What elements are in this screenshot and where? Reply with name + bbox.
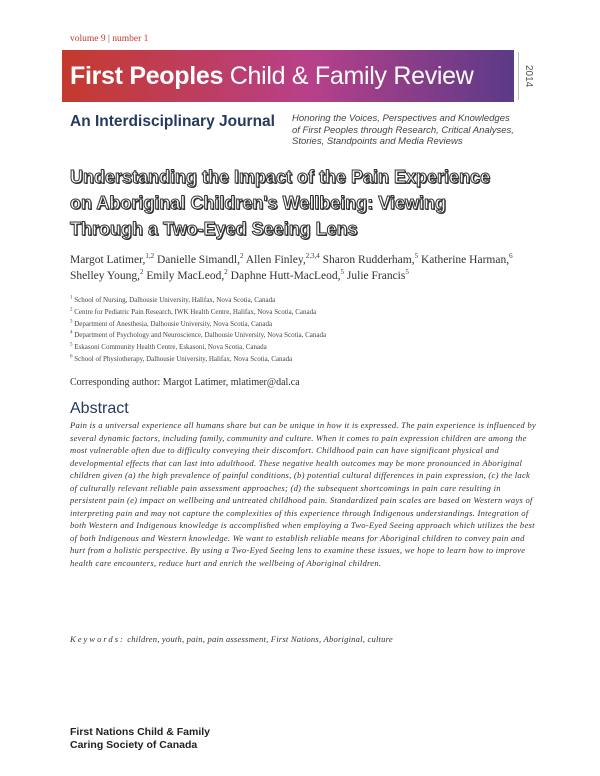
author-name: Allen Finley, — [245, 254, 306, 266]
volume-number: volume 9 | number 1 — [70, 34, 149, 44]
author-affiliation-mark: 2 — [224, 268, 228, 277]
author — [146, 270, 227, 282]
author-name: Danielle Simandl, — [156, 254, 241, 266]
journal-banner — [62, 50, 514, 102]
author-list — [70, 252, 540, 284]
affiliation-item — [70, 342, 540, 354]
affiliation-number: 2 — [70, 307, 73, 313]
author-affiliation-mark: 5 — [414, 252, 419, 261]
affiliation-text: Department of Anesthesia, Dalhousie University, Nova Scotia, Canada — [74, 319, 273, 328]
abstract-heading: Abstract — [70, 400, 129, 417]
author — [70, 270, 143, 282]
author — [70, 254, 154, 266]
author — [157, 254, 244, 266]
author-name: Katherine Harman, — [420, 254, 510, 266]
affiliation-text: Eskasoni Community Health Centre, Eskasoni, Nova Scotia, Canada — [74, 343, 267, 352]
keywords — [70, 634, 540, 644]
author-affiliation-mark: 1,2 — [145, 252, 155, 261]
corresponding-author: Corresponding author: Margot Latimer, mlatimer@dal.ca — [70, 377, 300, 388]
journal-tagline: Honoring the Voices, Perspectives and Knowledges of First Peoples through Research, Critical Analyses, Stories, Standpoints and Media Reviews — [292, 113, 514, 147]
affiliation-item — [70, 319, 540, 331]
affiliation-number: 3 — [70, 319, 73, 325]
affiliation-text: Department of Psychology and Neuroscience, Dalhousie University, Nova Scotia, Canada — [74, 331, 327, 340]
author-name: Sharon Rudderham, — [322, 254, 415, 266]
author-affiliation-mark: 2 — [139, 268, 144, 277]
affiliation-item — [70, 330, 540, 342]
author — [421, 254, 513, 266]
affiliation-item — [70, 295, 540, 307]
keywords-text: children, youth, pain, pain assessment, First Nations, Aboriginal, culture — [124, 634, 393, 644]
author-name: Shelley Young, — [70, 270, 140, 282]
affiliation-number: 1 — [70, 295, 73, 301]
affiliation-text: School of Physiotherapy, Dalhousie University, Halifax, Nova Scotia, Canada — [74, 354, 293, 363]
affiliation-item — [70, 354, 540, 366]
keywords-label: Keywords: — [70, 634, 125, 644]
author — [246, 254, 320, 266]
journal-title: First Peoples Child & Family Review — [70, 61, 474, 90]
author-affiliation-mark: 5 — [340, 268, 345, 277]
affiliation-item — [70, 307, 540, 319]
affiliation-number: 4 — [70, 331, 73, 337]
publisher-footer: First Nations Child & Family Caring Society of Canada — [70, 726, 211, 751]
author — [347, 270, 409, 282]
article-title: Understanding the Impact of the Pain Experience on Aboriginal Children's Wellbeing: Viewing Through a Two-Eyed Seeing Lens — [70, 167, 491, 239]
affiliation-text: School of Nursing, Dalhousie University, Halifax, Nova Scotia, Canada — [74, 296, 276, 304]
affiliation-number: 6 — [70, 354, 73, 360]
author-affiliation-mark: 2 — [240, 252, 244, 261]
author-name: Julie Francis — [346, 270, 406, 282]
affiliation-number: 5 — [70, 342, 73, 348]
author-affiliation-mark: 6 — [509, 252, 513, 261]
author-affiliation-mark: 2,3,4 — [305, 252, 320, 261]
author-name: Emily MacLeod, — [146, 270, 225, 282]
author-name: Daphne Hutt-MacLeod, — [230, 270, 341, 282]
affiliation-list — [70, 295, 540, 366]
affiliation-text: Centre for Pediatric Pain Research, IWK Health Centre, Halifax, Nova Scotia, Canada — [74, 307, 317, 316]
author-name: Margot Latimer, — [70, 254, 146, 266]
author — [231, 270, 344, 282]
author — [323, 254, 418, 266]
abstract-text: Pain is a universal experience all humans share but can be unique in how it is expressed. The pain experience is influenced by several dynamic factors, including family, community and culture. When it comes to pain expression children are among the most vulnerable often due to difficulty conveying their discomfort. Childhood pain can have significant physical and developmental effects that can last into adulthood. These negative health outcomes may be more pronounced in Aboriginal children given (a) the high prevalence of painful conditions, (b) potential cultural differences in pain expression, (c) the lack of culturally relevant reliable pain assessment approaches; (d) the subsequent shortcomings in pain care resulting in persistent pain (e) impact on wellbeing and untreated childhood pain. Standardized pain scales are based on Western ways of interpreting pain and may not capture the complexities of this experience through Indigenous understandings. Integration of both Western and Indigenous knowledge is accomplished when employing a Two-Eyed Seeing approach which utilizes the best of both Indigenous and Western knowledge. We want to establish reliable means for Aboriginal children to convey pain and hurt from a holistic perspective. By using a Two-Eyed Seeing lens to examine these issues, we hope to learn how to improve health care encounters, reduce hurt and enrich the wellbeing of Aboriginal children. — [70, 420, 536, 568]
journal-year: 2014 — [518, 52, 534, 100]
journal-subtitle: An Interdisciplinary Journal — [70, 113, 275, 130]
author-affiliation-mark: 5 — [405, 268, 409, 277]
